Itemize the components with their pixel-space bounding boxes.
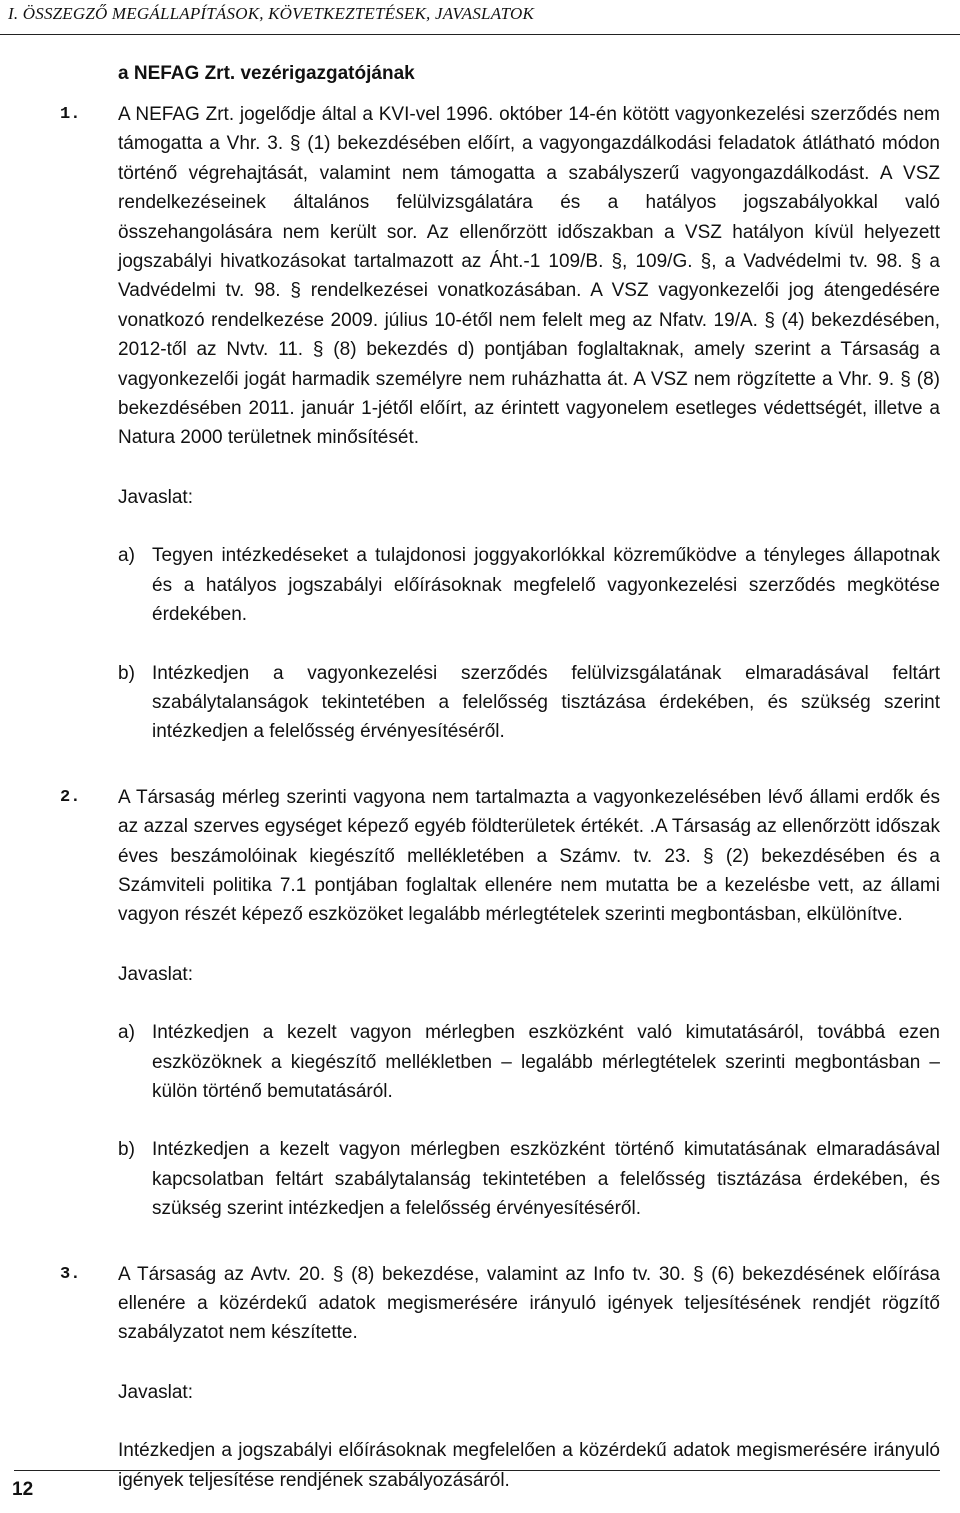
javaslat-label: Javaslat: [118,486,193,508]
recommendation-a [118,1018,940,1106]
item-body [118,1260,940,1495]
recommendation-text: Intézkedjen a vagyonkezelési szerződés felülvizsgálatának elmaradásával feltárt szabálytalanságok tekintetében a felelősség tisztázása érdekében, és szükség szerint intézkedjen a felelősség érvényesítéséről. [152,662,940,743]
recommendation-label: a) [118,1022,135,1044]
page-number: 12 [12,1479,34,1500]
item-body [118,100,940,783]
recommendation-b [118,659,940,747]
recommendation-a [118,541,940,629]
item-number: 3. [60,1264,81,1284]
finding-item-1 [60,100,940,783]
addressee-heading: a NEFAG Zrt. vezérigazgatójának [118,63,415,84]
finding-text: A Társaság az Avtv. 20. § (8) bekezdése, valamint az Info tv. 30. § (6) bekezdésének előírása ellenére a közérdekű adatok megismerésére irányuló igények teljesítésének rendjét rögzítő szabályzatot nem készítette. [118,1263,940,1344]
recommendation-b [118,1135,940,1223]
recommendation-label: b) [118,662,135,684]
recommendation-text: Intézkedjen a kezelt vagyon mérlegben eszközként történő kimutatásának elmaradásával kapcsolatban feltárt szabálytalanság tekintetében a felelősség tisztázása érdekében, és szükség szerint intézkedjen a felelősség érvényesítéséről. [152,1139,940,1220]
javaslat-label: Javaslat: [118,1381,193,1403]
recommendation-text: Intézkedjen a kezelt vagyon mérlegben eszközként való kimutatásáról, továbbá ezen eszközöknek a kiegészítő mellékletben – legalább mérlegtételek szerinti megbontásban – külön történő bemutatásáról. [152,1022,940,1102]
page-header [0,4,960,38]
item-number: 2. [60,787,81,807]
finding-item-3 [60,1260,940,1495]
recommendation-label: b) [118,1139,135,1161]
recommendation-label: a) [118,545,135,567]
item-body [118,783,940,1260]
item-number: 1. [60,105,81,124]
recommendation-text: Tegyen intézkedéseket a tulajdonosi joggyakorlókkal közreműködve a tényleges állapotnak és a hatályos jogszabályi előírásoknak megfelelő vagyonkezelési szerződés megkötése érdekében. [152,545,940,626]
findings-content [60,100,940,1495]
finding-item-2 [60,783,940,1260]
footer-divider [14,1470,940,1471]
header-divider [0,34,960,35]
javaslat-label: Javaslat: [118,963,193,985]
finding-text: A NEFAG Zrt. jogelődje által a KVI-vel 1996. október 14-én kötött vagyonkezelési szerződés nem támogatta a Vhr. 3. § (1) bekezdésében előírt, a vagyongazdálkodási feladatok átlátható módon történő végrehajtását, valamint nem támogatta a szabályszerű vagyongazdálkodást. A VSZ rendelkezéseinek általános felülvizsgálatára és a hatályos jogszabályokkal való összehangolására nem került sor. Az ellenőrzött időszakban a VSZ hatályon kívül helyezett jogszabályi hivatkozásokat tartalmazott az Áht.-1 109/B. §, 109/G. §, a Vadvédelmi tv. 98. § a Vadvédelmi tv. 98. § rendelkezései vonatkozásában. A VSZ vagyonkezelői jog átengedésére vonatkozó rendelkezése 2009. július 10-étől nem felelt meg az Nfatv. 19/A. § (4) bekezdésében, 2012-től az Nvtv. 11. § (8) bekezdés d) pontjában foglaltaknak, amely szerint a Társaság a vagyonkezelői jogát harmadik személyre nem ruházhatta át. A VSZ nem rögzítette a Vhr. 9. § (8) bekezdésében 2011. január 1-jétől előírt, az érintett vagyonelem esetleges védettségét, illetve a Natura 2000 területnek minősítését. [118,104,940,449]
finding-text: A Társaság mérleg szerinti vagyona nem tartalmazta a vagyonkezelésében lévő állami erdők és az azzal szerves egységet képező egyéb földterületek értékét. .A Társaság az ellenőrzött időszak éves beszámolóinak kiegészítő mellékletében a Számv. tv. 23. § (2) bekezdésében és a Számviteli politika 7.1 pontjában foglaltak ellenére nem mutatta be a kezelésbe vett, az állami vagyon részét képező eszközöket legalább mérlegtételek szerinti megbontásban, elkülönítve. [118,786,940,926]
recommendation-text: Intézkedjen a jogszabályi előírásoknak megfelelően a közérdekű adatok megismerésére irányuló igények teljesítése rendjének szabályozásáról. [118,1440,940,1491]
chapter-title: I. ÖSSZEGZŐ MEGÁLLAPÍTÁSOK, KÖVETKEZTETÉSEK, JAVASLATOK [8,4,535,23]
